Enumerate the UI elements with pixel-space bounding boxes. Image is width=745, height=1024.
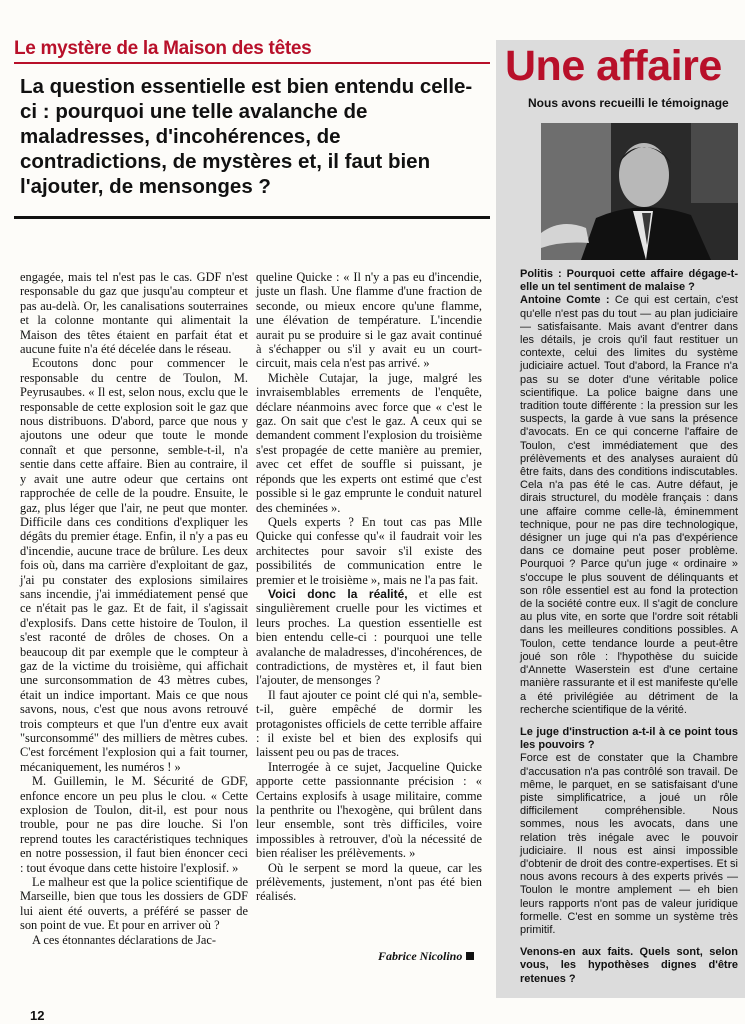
portrait-image [541, 123, 738, 260]
paragraph: engagée, mais tel n'est pas le cas. GDF n'est responsable du gaz que jusqu'au compteur et pas au-delà. Or, les canalisations souterraines et la colonne montante qui alimentait la Maison des têtes étaient en parfait état et aucune fuite n'a été décelée dans le réseau. [20, 270, 248, 357]
interview-answer: Force est de constater que la Chambre d'accusation n'a pas contrôlé son travail. De même, le parquet, en se satisfaisant d'une piste simplificatrice, a joué un rôle difficilement compréhensible. Nous sommes, nous les avocats, dans une relation très inégale avec le pouvoir judiciaire. Il nous est ainsi impossible d'obtenir de droit des contre-expertises. Et si nous avons recours à des experts privés — Toulon le montre amplement — eh bien leurs rapports n'ont pas de valeur juridique formelle. C'est en somme un système très primitif. [520, 752, 738, 936]
paragraph: Interrogée à ce sujet, Jacqueline Quicke apporte cette passionnante précision : « Certains explosifs à usage militaire, comme la penthrite ou l'hexogène, qui brûlent dans leur ensemble, sont très difficiles, voire impossibles à retrouver, d'où la nécessité de bien réaliser les prélèvements. » [256, 759, 482, 861]
bold-lead-in: Voici donc la réalité, [268, 586, 408, 601]
kicker-rule [14, 62, 490, 64]
article-column-1 [20, 270, 248, 947]
paragraph: Il faut ajouter ce point clé qui n'a, semble-t-il, guère empêché de dormir les protagonistes officiels de cette terrible affaire : il existe bel et bien des explosifs qui laissent peu ou pas de traces. [256, 687, 482, 760]
interview-answer [520, 294, 738, 717]
sidebar-title: Une affaire [505, 42, 722, 90]
interview-question: Le juge d'instruction a-t-il à ce point tous les pouvoirs ? [520, 725, 738, 752]
paragraph [256, 587, 482, 688]
interview-question: Politis : Pourquoi cette affaire dégage-t-elle un tel sentiment de malaise ? [520, 268, 738, 294]
paragraph-text: et elle est singulièrement cruelle pour les victimes et leurs proches. La question essentielle est bien entendu celle-ci : pourquoi une telle avalanche de maladresses, d'incohérences, de contradictions, de mystères et, il faut bien l'ajouter, de mensonges ? [256, 586, 482, 688]
paragraph: Le malheur est que la police scientifique de Marseille, bien que tous les dossiers de GDF lui aient été ouverts, a préféré se passer de son point de vue. Et pour en arriver où ? [20, 875, 248, 933]
article-column-2 [256, 270, 482, 904]
interviewee-photo [541, 123, 738, 260]
article-lead: La question essentielle est bien entendu celle-ci : pourquoi une telle avalanche de maladresses, d'incohérences, de contradictions, de mystères et, il faut bien l'ajouter, de mensonges ? [20, 75, 473, 198]
paragraph: queline Quicke : « Il n'y a pas eu d'incendie, juste un flash. Une flamme d'une fraction de seconde, ou mieux encore qu'une flamme, une élévation de température. L'incendie aurait pu se produire si le gaz avait continué à s'échapper ou s'il y avait eu un court-circuit, mais cela n'est pas arrivé. » [256, 270, 482, 371]
lead-rule [14, 216, 490, 219]
speaker-name: Antoine Comte : [520, 294, 610, 307]
paragraph: Michèle Cutajar, la juge, malgré les invraisemblables errements de l'enquête, déclare néanmoins avec force que « c'est le gaz. On sait que c'est le gaz. A ceux qui se demandent comment l'explosion du troisième s'est propagée de cette manière au premier, avec cet effet de souffle si puissant, je réponds que les experts ont estimé que c'est possible si le gaz emprunte le conduit naturel des cheminées ». [256, 370, 482, 515]
article-kicker: Le mystère de la Maison des têtes [14, 38, 312, 59]
author-name: Fabrice Nicolino [378, 949, 463, 963]
paragraph: M. Guillemin, le M. Sécurité de GDF, enfonce encore un peu plus le clou. « Cette explosion de Toulon, dit-il, est pour nous trouble, pour ne pas dire louche. Si l'on reprend toutes les caractéristiques techniques en notre possession, il faut bien énoncer ceci : tout évoque dans cette histoire l'explosif. » [20, 774, 248, 875]
interview-question: Venons-en aux faits. Quels sont, selon vous, les hypothèses dignes d'être retenues ? [520, 946, 738, 985]
answer-text: Ce qui est certain, c'est qu'elle n'est pas du tout — au plan judiciaire — satisfaisante. Mais avant d'entrer dans les détails, je crois qu'il faut restituer un contexte, celui des limites du système judiciaire actuel. Tout d'abord, la France n'a pas su se doter d'une véritable police scientifique. La police baigne dans une tradition toute différente : la pression sur les suspects, la garde à vue sans la présence d'avocats. En ce qui concerne l'affaire de Toulon, c'est immédiatement que des prélèvements et des analyses auraient dû être faits, dans des conditions indiscutables. Cela n'a pas été le cas. Autre défaut, je dirais structurel, du modèle français : dans une affaire comme celle-là, éminemment technique, pour ne pas dire technologique, désigner un juge qui n'a pas d'expérience dans ce domaine peut poser problème. Pourquoi ? Parce qu'un juge « ordinaire » s'occupe le plus souvent de délinquants et son rôle essentiel est au fond la protection de la société contre eux. Il s'agit de conclure au plus vite, en sorte que l'ordre soit rétabli dans les meilleures conditions possibles. A Toulon, cette tendance lourde a peut-être joué son rôle : l'hypothèse du suicide d'Annette Waserstein est d'une certaine manière rassurante et il est manifeste qu'elle a été privilégiée au détriment de la recherche scientifique de la vérité. [520, 294, 738, 716]
page-number: 12 [30, 1008, 45, 1023]
paragraph: A ces étonnantes déclarations de Jac- [32, 932, 217, 947]
paragraph: Ecoutons donc pour commencer le responsable du centre de Toulon, M. Peyrusaubes. « Il est, selon nous, exclu que le responsable de cette explosion soit le gaz que nous distribuons. D'abord, parce que nous y ajoutons une odeur que toute le monde connaît et que personne, semble-t-il, n'a sentie dans cette affaire. Bien au contraire, il y avait une autre odeur que certains ont rapprochée de celle de la poudre. Ensuite, le gaz, plus léger que l'air, ne peut que monter. Difficile dans ces conditions d'expliquer les dégâts du premier étage. Enfin, il n'y a pas eu d'incendie, aucune trace de brûlure. Les deux fois où, dans ma carrière d'exploitant de gaz, j'ai pu constater des explosions similaires sans incendie, j'ai immédiatement pensé que ce n'était pas le gaz. Et de fait, il s'agissait d'explosifs. Dans cette histoire de Toulon, il s'est raconté de drôles de choses. On a beaucoup dit par exemple que le compteur à gaz de la victime du troisième, qui affichait une surconsommation de 43 mètres cubes, était un indice important. Mais ce que nous savons, nous, c'est que nous avons retrouvé trois compteurs et que l'un d'entre eux avait "surconsommé" des milliers de mètres cubes. C'est forcément l'explosion qui a fait tourner, mécaniquement, les numéros ! » [20, 356, 248, 774]
sidebar-subtitle: Nous avons recueilli le témoignage [528, 96, 729, 110]
interview-text [520, 268, 738, 986]
author-signature [378, 949, 474, 964]
paragraph: Où le serpent se mord la queue, car les prélèvements, justement, n'ont pas été bien réalisés. [256, 860, 482, 904]
paragraph: Quels experts ? En tout cas pas Mlle Quicke qui confesse qu'« il faudrait voir les architectes pour savoir s'il existe des possibilités de communication entre le premier et le troisième », mais ne l'a pas fait. [256, 514, 482, 587]
end-mark-icon [466, 952, 474, 960]
